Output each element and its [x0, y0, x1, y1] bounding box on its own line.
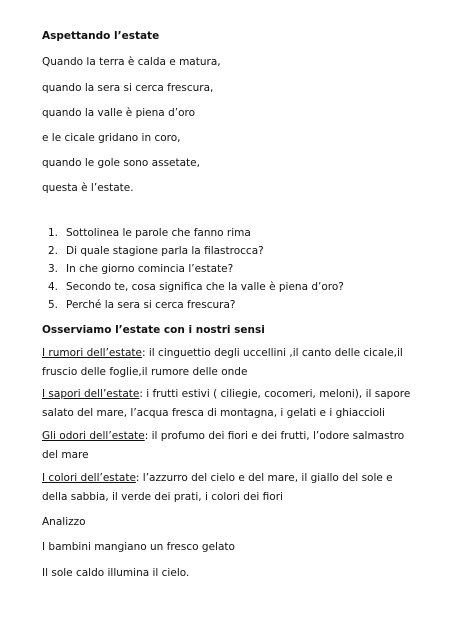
question-number: 2. [47, 245, 58, 257]
question-text: In che giorno comincia l’estate? [66, 263, 234, 275]
sense-text: : il profumo dei fiori e dei frutti, l’odore salmastro del mare [42, 430, 405, 461]
poem-title: Aspettando l’estate [42, 30, 160, 42]
sentence: I bambini mangiano un fresco gelato [42, 541, 235, 553]
sense-text: : l’azzurro del cielo e del mare, il giallo del sole e della sabbia, il verde dei prati, i colori dei fiori [42, 472, 393, 503]
question-number: 4. [47, 281, 58, 293]
sense-label: I rumori dell’estate [42, 347, 142, 359]
question-item [42, 278, 344, 296]
question-item [42, 260, 344, 278]
questions-list [42, 224, 344, 314]
sense-label: I colori dell’estate [42, 472, 136, 484]
poem-line: e le cicale gridano in coro, [42, 132, 181, 144]
sense-text: : il cinguettio degli uccellini ,il canto delle cicale,il fruscio delle foglie,il rumore delle onde [42, 347, 403, 378]
question-item [42, 242, 344, 260]
analyze-heading: Analizzo [42, 516, 86, 528]
sense-paragraph [42, 385, 412, 423]
poem-line: quando la valle è piena d’oro [42, 107, 196, 119]
sense-label: I sapori dell’estate [42, 388, 140, 400]
senses-heading: Osserviamo l’estate con i nostri sensi [42, 324, 265, 336]
question-number: 1. [47, 227, 58, 239]
poem-line: Quando la terra è calda e matura, [42, 56, 221, 68]
sense-label: Gli odori dell’estate [42, 430, 145, 442]
poem-line: quando la sera si cerca frescura, [42, 82, 214, 94]
question-text: Secondo te, cosa significa che la valle è piena d’oro? [66, 281, 344, 293]
question-text: Perché la sera si cerca frescura? [66, 299, 236, 311]
sense-paragraph [42, 344, 412, 382]
sense-paragraph [42, 427, 412, 465]
question-number: 3. [47, 263, 58, 275]
question-item [42, 296, 344, 314]
sense-text: : i frutti estivi ( ciliegie, cocomeri, meloni), il sapore salato del mare, l’acqua fresca di montagna, i gelati e i ghiaccioli [42, 388, 411, 419]
sense-paragraph [42, 469, 412, 507]
sentence: Il sole caldo illumina il cielo. [42, 567, 190, 579]
question-number: 5. [47, 299, 58, 311]
question-item [42, 224, 344, 242]
question-text: Sottolinea le parole che fanno rima [66, 227, 251, 239]
poem-line: questa è l’estate. [42, 182, 134, 194]
question-text: Di quale stagione parla la filastrocca? [66, 245, 264, 257]
poem-line: quando le gole sono assetate, [42, 157, 200, 169]
